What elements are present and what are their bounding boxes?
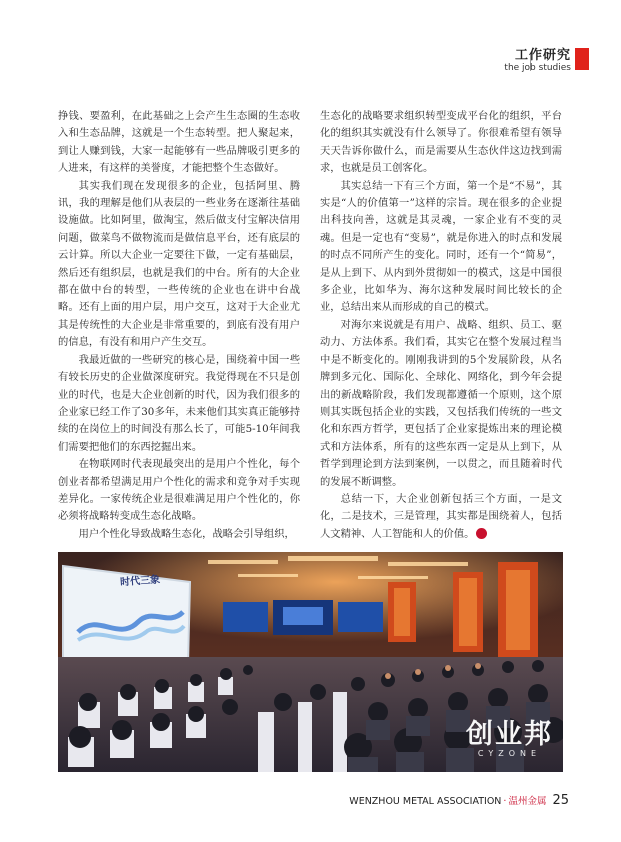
section-color-block bbox=[575, 48, 589, 70]
article-column-right bbox=[320, 108, 562, 543]
paragraph: 我最近做的一些研究的核心是，围绕着中国一些有较长历史的企业做深度研究。我觉得现在不只是创业的时代，也是大企业创新的时代，因为我们很多的企业家已经工作了30多年，未来他们其实真正能够持续的在岗位上的时间没有那么长了，可能5-10年间我们需要把他们的东西挖掘出来。 bbox=[58, 353, 300, 453]
section-subtitle: the job studies bbox=[504, 63, 571, 73]
page-number: 25 bbox=[552, 793, 569, 808]
watermark-logo-subtext: CYZONE bbox=[477, 749, 542, 758]
paragraph: 在物联网时代表现最突出的是用户个性化，每个创业者都希望满足用户个性化的需求和竞争对手实现差异化。一家传统企业是很难满足用户个性化的，你必须将战略转变成生态化战略。 bbox=[58, 458, 300, 523]
paragraph: 对海尔来说就是有用户、战略、组织、员工、驱动力、方法体系。我们看，其实它在整个发展过程当中是不断变化的。刚刚我讲到的5个发展阶段，从名牌到多元化、国际化、全球化、网络化，到今年会提出的新战略阶段，我们发现都遵循一个原则，这个原则其实既包括企业的实践，又包括我们传统的一些文化和东西方哲学，更包括了企业家提炼出来的理论模式和方法体系，所有的这些东西一定是从上到下，从哲学到理论到方法到案例，一以贯之，而且随着时代的发展不断调整。 bbox=[320, 318, 562, 488]
watermark-logo-text: 创业邦 bbox=[466, 719, 553, 750]
paragraph: 其实总结一下有三个方面，第一个是“不易”，其实是“人的价值第一”这样的宗旨。现在很多的企业提出科技向善，这就是其灵魂，一家企业有不变的灵魂。但是一定也有“变易”，就是你进入的时点和发展的时点不同所产生的变化。同时，还有一个“简易”，是从上到下、从内到外贯彻如一的模式，这是中国很多企业，比如华为、海尔这种发展时间比较长的企业，总结出来从而形成的自己的模式。 bbox=[320, 179, 562, 314]
section-title: 工作研究 bbox=[514, 48, 571, 63]
conference-photo bbox=[58, 552, 563, 772]
section-header bbox=[504, 48, 589, 74]
paragraph: 生态化的战略要求组织转型变成平台化的组织，平台化的组织其实就没有什么领导了。你很难希望有领导天天告诉你做什么，而是需要从生态伙伴这边找到需求，也就是员工创客化。 bbox=[320, 110, 562, 175]
screen-slide-title: 时代三象 bbox=[119, 574, 161, 589]
footer-separator: · bbox=[503, 796, 507, 807]
paragraph: 挣钱、要盈利，在此基础之上会产生生态圈的生态收入和生态品牌，这就是一个生态转型。把人聚起来，到让人赚到钱，大家一起能够有一些品牌吸引更多的人进来，有这样的美誉度，才能把整个生态做好。 bbox=[58, 110, 300, 175]
footer-association-en: WENZHOU METAL ASSOCIATION bbox=[349, 796, 502, 807]
page-footer bbox=[349, 793, 569, 808]
article-column-left bbox=[58, 108, 300, 543]
photo-watermark bbox=[466, 721, 553, 758]
article-end-icon: 会 bbox=[476, 528, 487, 539]
paragraph: 用户个性化导致战略生态化，战略会引导组织， bbox=[78, 527, 295, 540]
paragraph bbox=[320, 491, 562, 543]
footer-association-cn: 温州金属 bbox=[508, 796, 547, 807]
paragraph-text: 总结一下，大企业创新包括三个方面，一是文化，二是技术，三是管理，其实都是围绕着人，包括人文精神、人工智能和人的价值。 bbox=[320, 492, 562, 540]
paragraph: 其实我们现在发现很多的企业，包括阿里、腾讯，我的理解是他们从表层的一些业务在逐渐往基础设施做。比如阿里，做淘宝，然后做支付宝解决信用问题，做菜鸟不做物流而是做信息平台，还有底层的云计算。所以大企业一定要往下做，一定有基础层，然后还有组织层，也就是我们的中台。所有的大企业都在做中台的转型，一些传统的企业也在讲中台战略。还有上面的用户层，用户交互，这对于大企业尤其是传统性的大企业是非常重要的，到底有没有用户的信息，有没有和用户产生交互。 bbox=[58, 179, 300, 349]
